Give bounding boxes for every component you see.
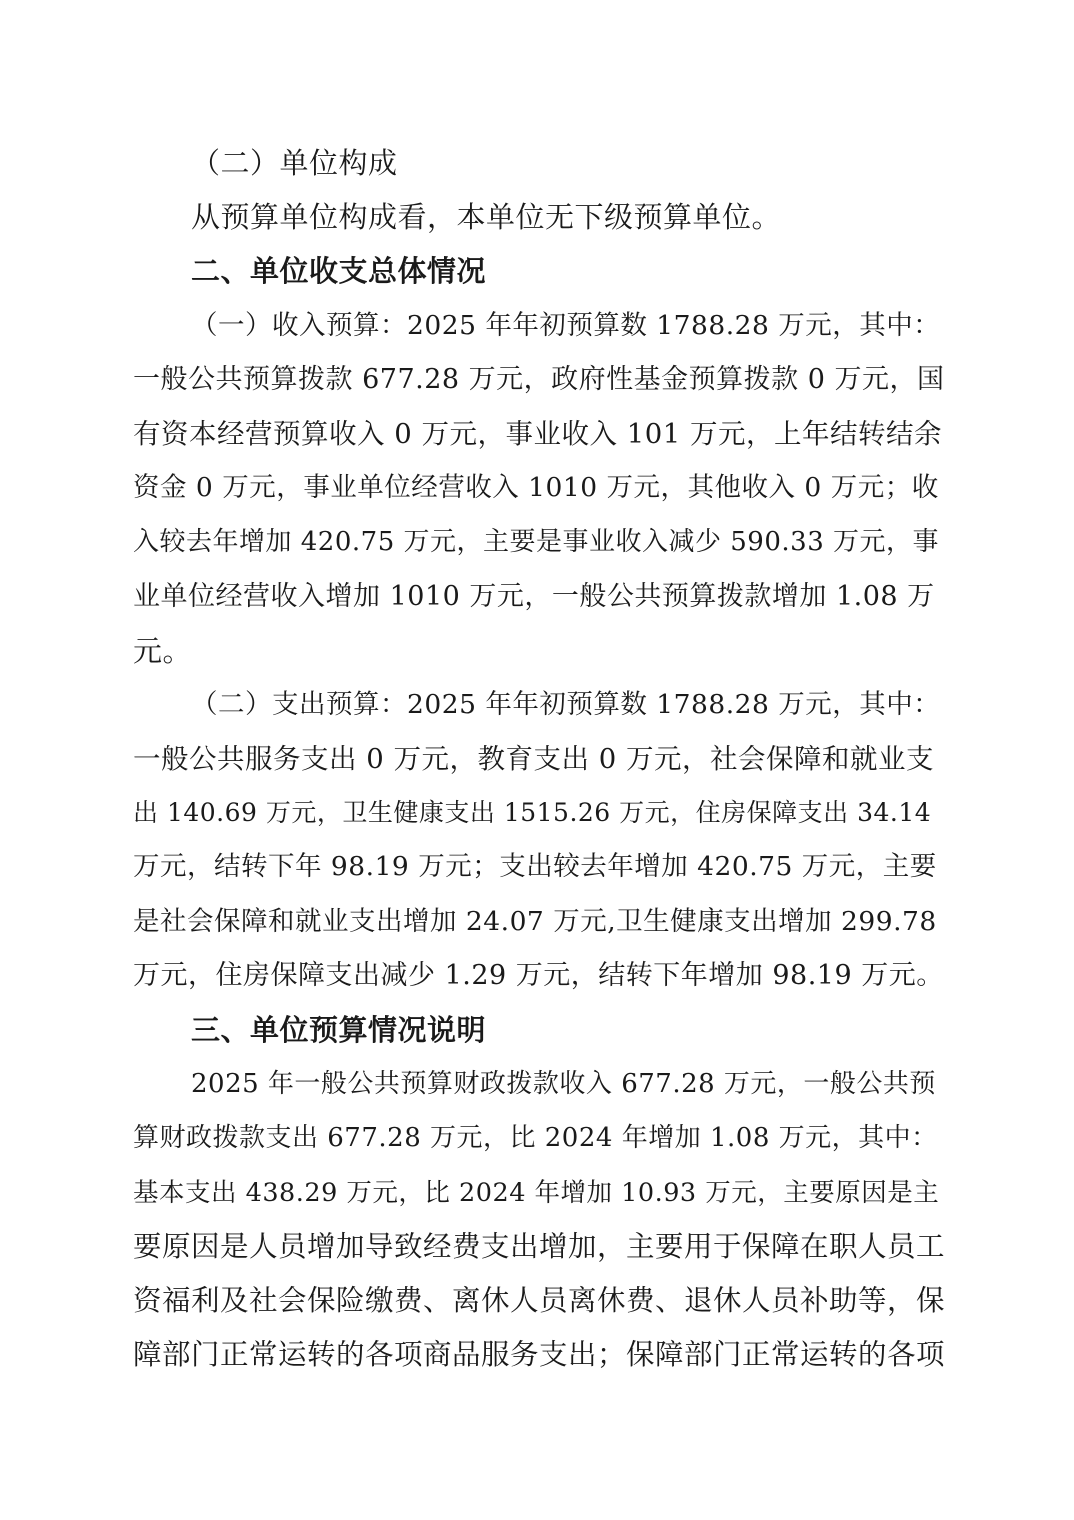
paragraph-line: 万元，结转下年 98.19 万元；支出较去年增加 420.75 万元，主要 [133, 851, 937, 883]
paragraph-line: 资金 0 万元，事业单位经营收入 1010 万元，其他收入 0 万元；收 [133, 472, 939, 504]
section-heading-budget-explanation: 三、单位预算情况说明 [191, 1013, 487, 1047]
paragraph-line: 业单位经营收入增加 1010 万元，一般公共预算拨款增加 1.08 万 [133, 580, 935, 612]
paragraph-line: 资福利及社会保险缴费、离休人员离休费、退休人员补助等，保 [133, 1283, 946, 1317]
paragraph-line: 从预算单位构成看，本单位无下级预算单位。 [191, 200, 782, 235]
paragraph-line: （二）支出预算：2025 年年初预算数 1788.28 万元，其中： [191, 688, 941, 720]
document-body [133, 136, 945, 1382]
paragraph-line: 万元，住房保障支出减少 1.29 万元，结转下年增加 98.19 万元。 [133, 959, 944, 991]
paragraph-line: （一）收入预算：2025 年年初预算数 1788.28 万元，其中： [191, 309, 941, 341]
subsection-heading-unit-composition: （二）单位构成 [191, 146, 398, 180]
paragraph-line: 算财政拨款支出 677.28 万元，比 2024 年增加 1.08 万元，其中： [133, 1123, 938, 1154]
paragraph-line: 障部门正常运转的各项商品服务支出；保障部门正常运转的各项 [133, 1338, 946, 1372]
section-heading-income-expense: 二、单位收支总体情况 [191, 254, 487, 289]
paragraph-line: 入较去年增加 420.75 万元，主要是事业收入减少 590.33 万元，事 [133, 527, 940, 558]
paragraph-line: 一般公共服务支出 0 万元，教育支出 0 万元，社会保障和就业支 [133, 743, 934, 776]
paragraph-line: 基本支出 438.29 万元，比 2024 年增加 10.93 万元，主要原因是主 [133, 1177, 940, 1208]
paragraph-line: 是社会保障和就业支出增加 24.07 万元,卫生健康支出增加 299.78 [133, 905, 937, 937]
paragraph-line: 元。 [133, 633, 193, 668]
paragraph-line: 要原因是人员增加导致经费支出增加，主要用于保障在职人员工 [133, 1229, 946, 1263]
paragraph-line: 出 140.69 万元，卫生健康支出 1515.26 万元，住房保障支出 34.14 [133, 798, 932, 828]
paragraph-line: 2025 年一般公共预算财政拨款收入 677.28 万元，一般公共预 [191, 1069, 936, 1100]
paragraph-line: 有资本经营预算收入 0 万元，事业收入 101 万元，上年结转结余 [133, 417, 942, 450]
paragraph-line: 一般公共预算拨款 677.28 万元，政府性基金预算拨款 0 万元，国 [133, 363, 945, 395]
